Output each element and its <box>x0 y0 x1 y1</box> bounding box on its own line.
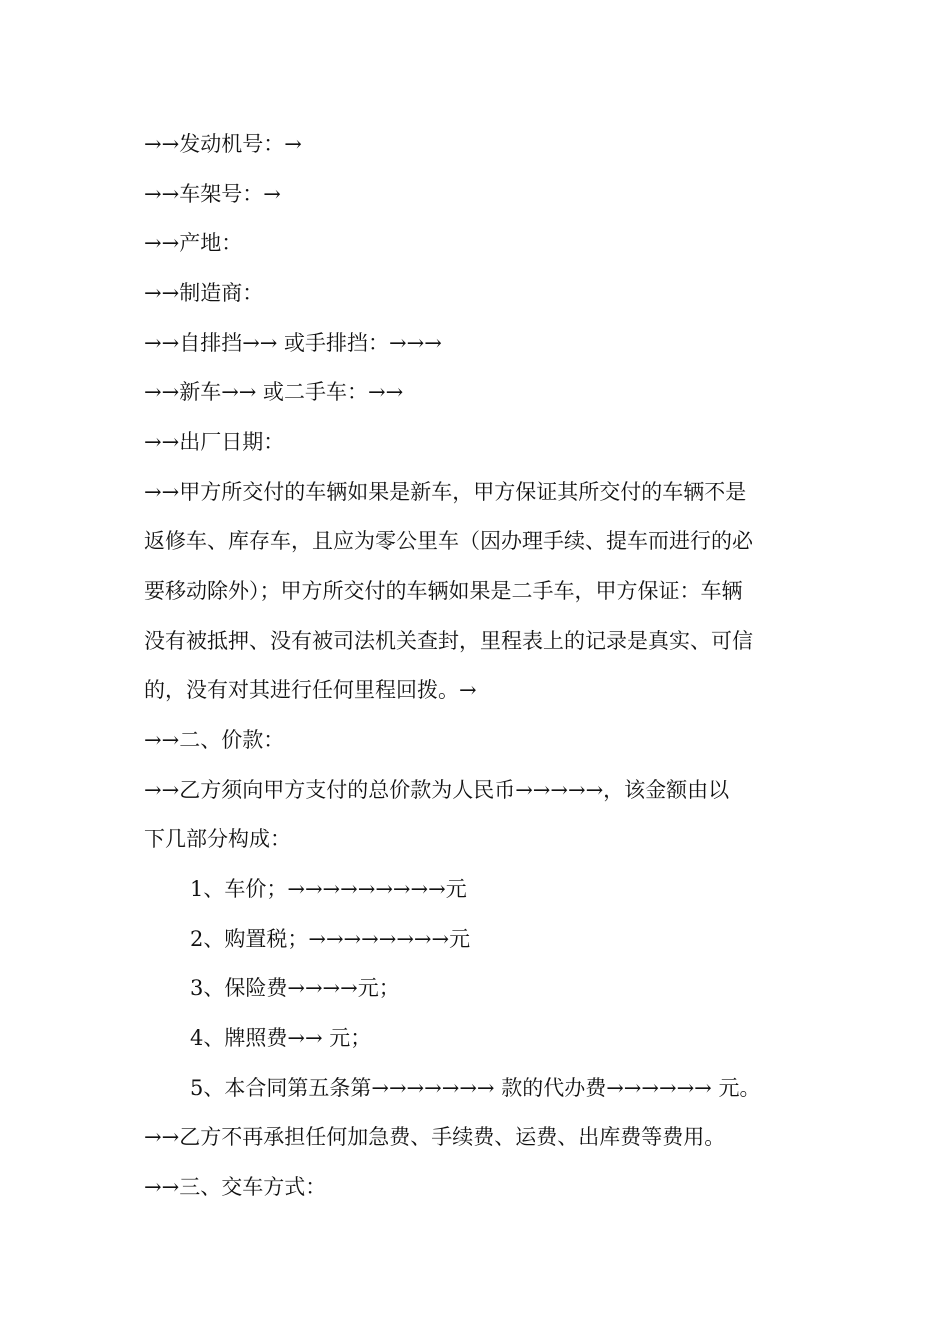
price-item-license-plate: 4、牌照费→→ 元； <box>190 1026 372 1050</box>
guarantee-paragraph-line: →→甲方所交付的车辆如果是新车，甲方保证其所交付的车辆不是 <box>144 480 747 504</box>
guarantee-paragraph-line: 没有被抵押、没有被司法机关查封，里程表上的记录是真实、可信 <box>144 629 753 653</box>
origin-line: →→产地： <box>144 231 243 255</box>
price-item-car: 1、车价；→→→→→→→→→元 <box>190 877 467 901</box>
price-item-insurance: 3、保险费→→→→元； <box>190 976 400 1000</box>
engine-number-line: →→发动机号：→ <box>144 132 302 156</box>
production-date-line: →→出厂日期： <box>144 430 285 454</box>
guarantee-paragraph-line: 的，没有对其进行任何里程回拨。→ <box>144 678 477 702</box>
no-extra-fees-line: →→乙方不再承担任何加急费、手续费、运费、出库费等费用。 <box>144 1125 726 1149</box>
section-price-heading: →→二、价款： <box>144 728 285 752</box>
chassis-number-line: →→车架号：→ <box>144 182 281 206</box>
price-item-agency-fee: 5、本合同第五条第→→→→→→→ 款的代办费→→→→→→ 元。 <box>190 1076 761 1100</box>
total-price-paragraph-line: →→乙方须向甲方支付的总价款为人民币→→→→→，该金额由以 <box>144 778 730 802</box>
section-delivery-heading: →→三、交车方式： <box>144 1175 327 1199</box>
new-or-used-line: →→新车→→ 或二手车：→→ <box>144 380 404 404</box>
transmission-line: →→自排挡→→ 或手排挡：→→→ <box>144 331 442 355</box>
total-price-paragraph-line: 下几部分构成： <box>144 827 291 851</box>
manufacturer-line: →→制造商： <box>144 281 264 305</box>
guarantee-paragraph-line: 要移动除外）；甲方所交付的车辆如果是二手车，甲方保证：车辆 <box>144 579 743 603</box>
price-item-purchase-tax: 2、购置税；→→→→→→→→元 <box>190 927 471 951</box>
guarantee-paragraph-line: 返修车、库存车，且应为零公里车（因办理手续、提车而进行的必 <box>144 529 753 553</box>
